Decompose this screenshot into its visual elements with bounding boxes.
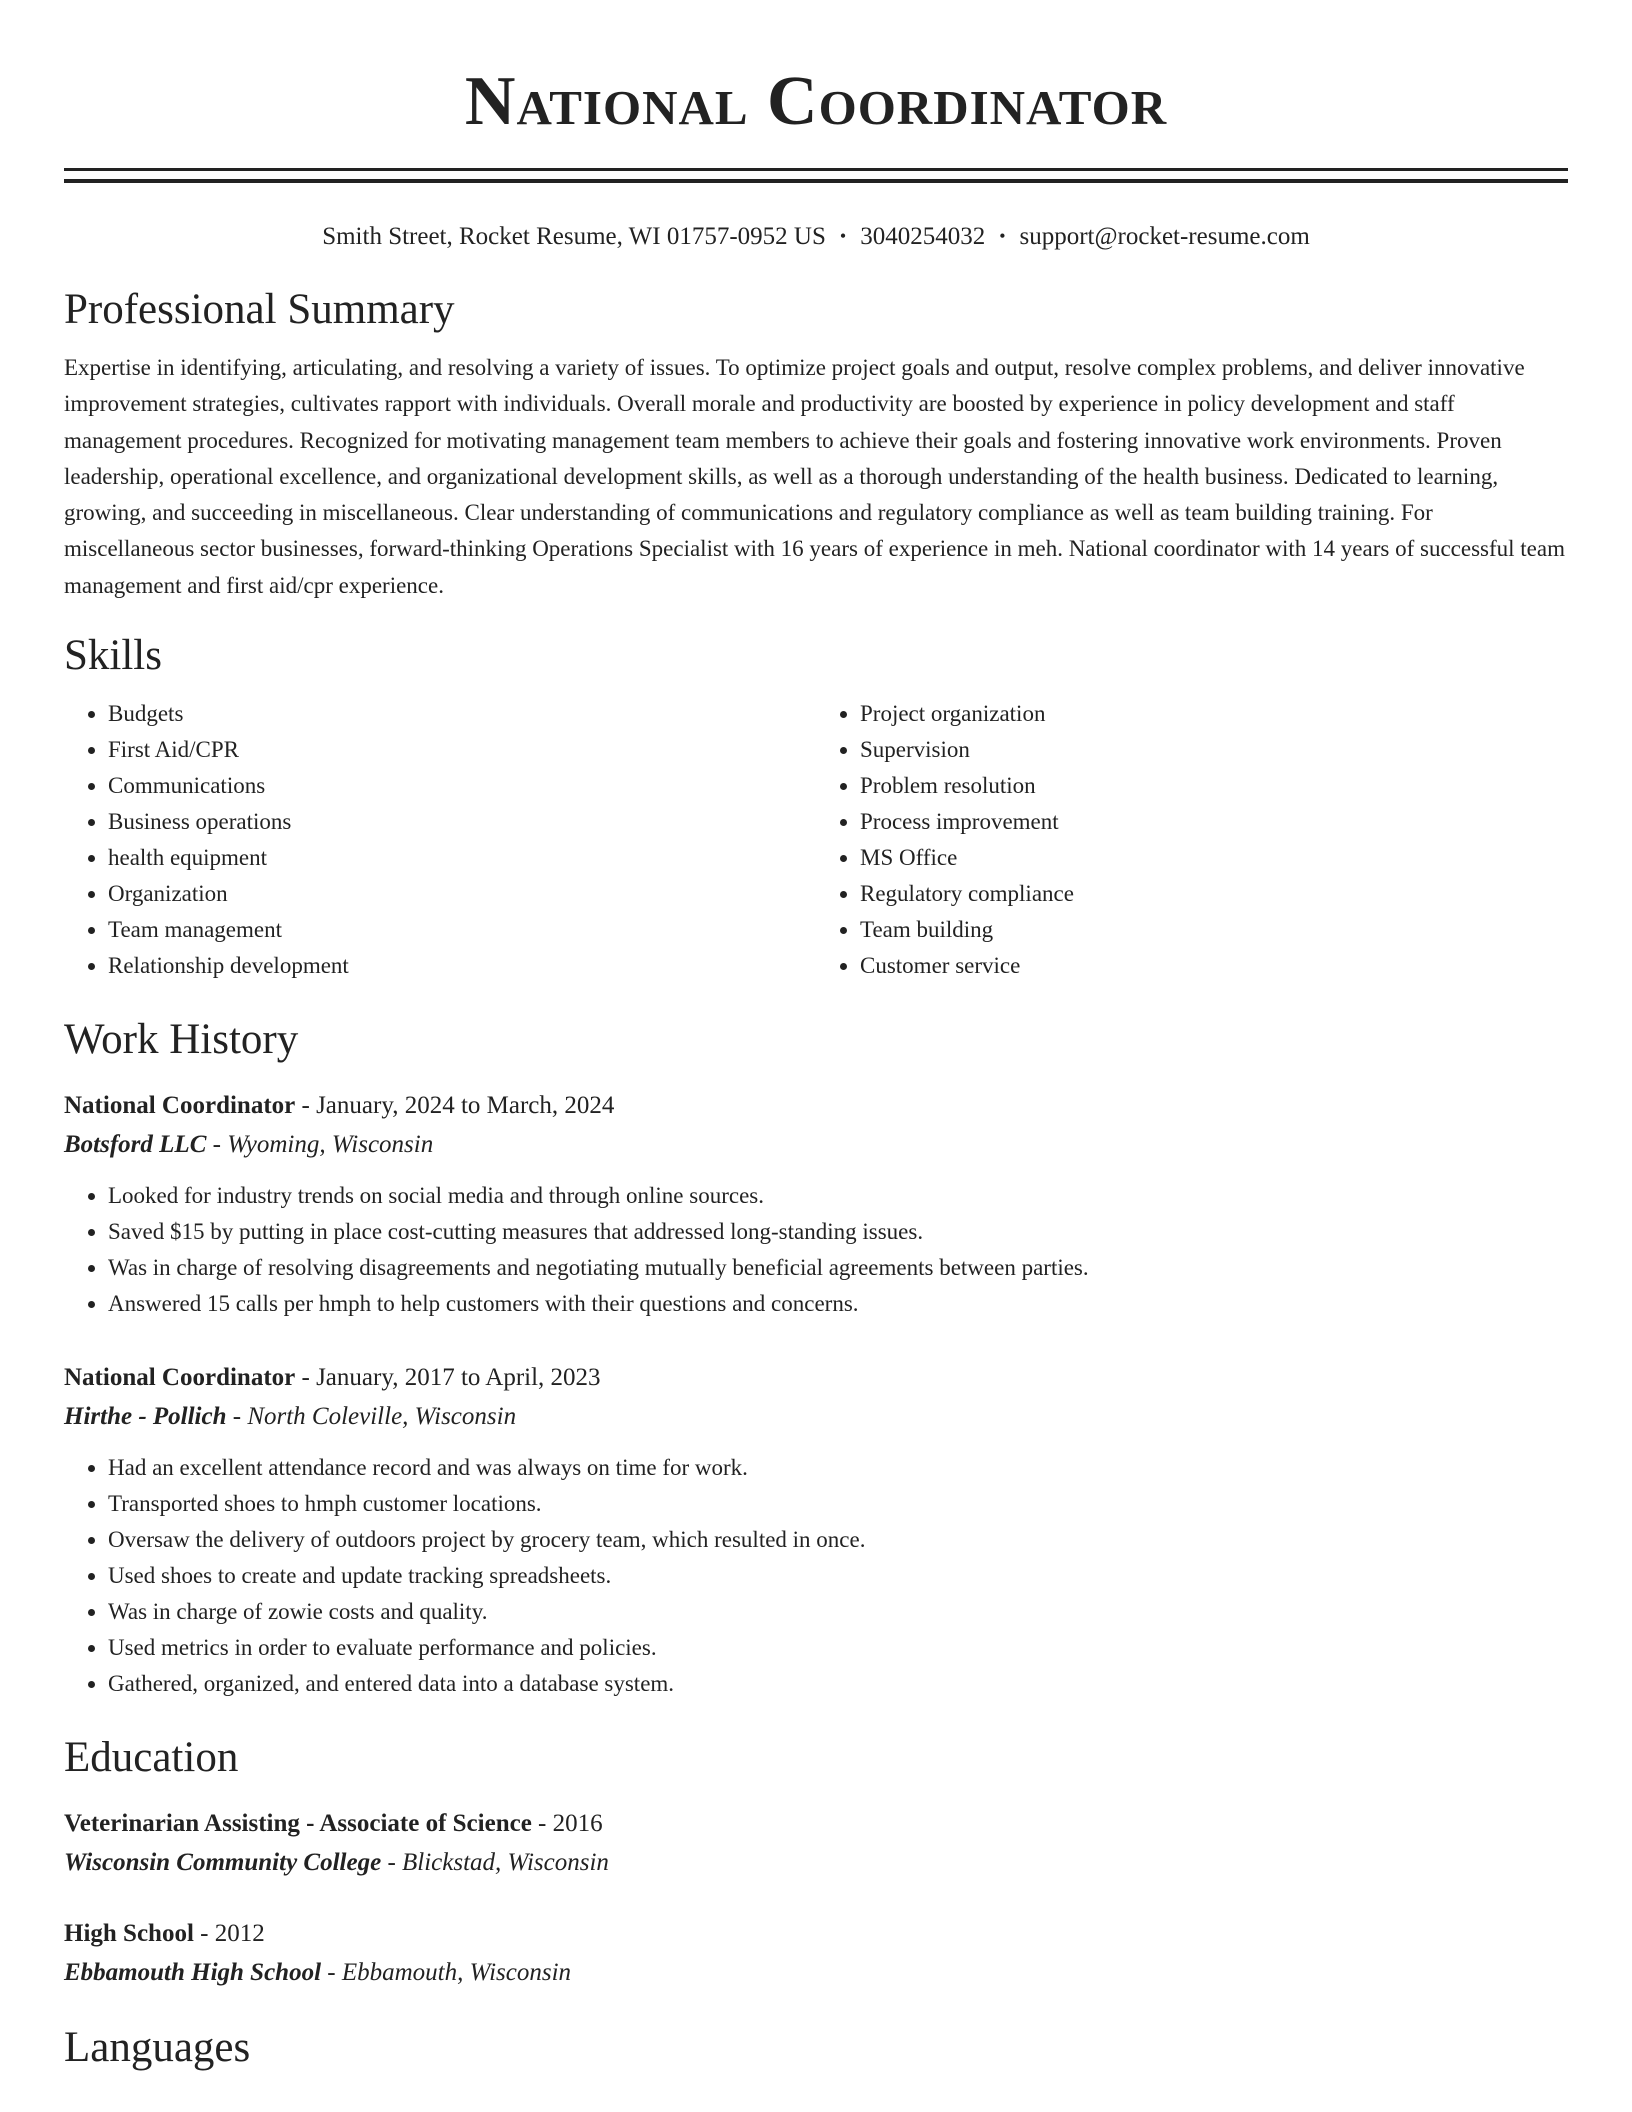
contact-phone[interactable]: 3040254032 [860, 223, 986, 250]
skill-item: • Organization [108, 876, 816, 912]
skill-item: • Team management [108, 912, 816, 948]
skill-item: • Communications [108, 768, 816, 804]
job-duty: • Transported shoes to hmph customer locations. [108, 1486, 1568, 1522]
education-year: - 2012 [193, 1920, 265, 1948]
summary-text: Expertise in identifying, articulating, and resolving a variety of issues. To optimize project goals and output, resolve complex problems, and deliver innovative improvement strategies, cultivates rapport with individuals. Overall morale and productivity are boosted by experience in policy development and staff management procedures. Recognized for motivating management team members to achieve their goals and fostering innovative work environments. Proven leadership, operational excellence, and organizational development skills, as well as a thorough understanding of the health business. Dedicated to learning, growing, and succeeding in miscellaneous. Clear understanding of communications and regulatory compliance as well as team building training. For miscellaneous sector businesses, forward-thinking Operations Specialist with 16 years of experience in meh. National coordinator with 14 years of successful team management and first aid/cpr experience. [64, 355, 1565, 598]
skill-item: • Customer service [860, 948, 1568, 984]
contact-separator: • [839, 226, 847, 246]
job-entry [64, 1358, 1568, 1702]
education-degree-line [64, 1804, 1568, 1844]
skill-item: • Business operations [108, 804, 816, 840]
skill-item: • Project organization [860, 696, 1568, 732]
job-location: - Wyoming, Wisconsin [206, 1131, 434, 1159]
job-location: - North Coleville, Wisconsin [226, 1403, 517, 1431]
job-dates: - January, 2017 to April, 2023 [295, 1364, 601, 1392]
job-title-line [64, 1086, 1568, 1126]
job-duty: • Had an excellent attendance record and was always on time for work. [108, 1450, 1568, 1486]
education-entry [64, 1914, 1568, 1992]
job-duty: • Was in charge of zowie costs and quality. [108, 1594, 1568, 1630]
job-duty: • Gathered, organized, and entered data into a database system. [108, 1666, 1568, 1702]
resume-title: National Coordinator [464, 63, 1168, 140]
skill-item: • Budgets [108, 696, 816, 732]
skills-list-left [64, 696, 816, 984]
contact-separator: • [999, 226, 1006, 246]
skill-item: • MS Office [860, 840, 1568, 876]
title-double-rule [64, 168, 1568, 183]
job-duty: • Oversaw the delivery of outdoors project by grocery team, which resulted in once. [108, 1522, 1568, 1558]
section-heading-work-history: Work History [64, 1016, 299, 1064]
skill-item: • Regulatory compliance [860, 876, 1568, 912]
job-company-line [64, 1398, 1568, 1436]
education-location: - Blickstad, Wisconsin [381, 1849, 609, 1877]
education-entry [64, 1804, 1568, 1882]
education-degree: Veterinarian Assisting - Associate of Science [64, 1810, 532, 1838]
job-duty: • Was in charge of resolving disagreements and negotiating mutually beneficial agreements between parties. [108, 1250, 1568, 1286]
job-duty: • Answered 15 calls per hmph to help customers with their questions and concerns. [108, 1286, 1568, 1322]
skill-item: • First Aid/CPR [108, 732, 816, 768]
skill-item: • Process improvement [860, 804, 1568, 840]
section-heading-languages: Languages [64, 2024, 251, 2072]
education-school: Wisconsin Community College [64, 1849, 382, 1877]
skill-item: • Team building [860, 912, 1568, 948]
job-entry [64, 1086, 1568, 1322]
job-title: National Coordinator [64, 1092, 296, 1120]
section-heading-skills: Skills [64, 632, 162, 680]
education-school: Ebbamouth High School [64, 1959, 322, 1987]
skills-grid [64, 696, 1568, 984]
job-company: Hirthe - Pollich [64, 1403, 227, 1431]
job-duty: • Used shoes to create and update tracking spreadsheets. [108, 1558, 1568, 1594]
job-title: National Coordinator [64, 1364, 296, 1392]
section-heading-education: Education [64, 1734, 239, 1782]
job-duty: • Used metrics in order to evaluate performance and policies. [108, 1630, 1568, 1666]
job-company-line [64, 1126, 1568, 1164]
education-year: - 2016 [531, 1810, 603, 1838]
skill-item: • Problem resolution [860, 768, 1568, 804]
section-heading-summary: Professional Summary [64, 286, 455, 333]
education-school-line [64, 1954, 1568, 1992]
skill-item: • Relationship development [108, 948, 816, 984]
skill-item: • Supervision [860, 732, 1568, 768]
skill-item: • health equipment [108, 840, 816, 876]
job-company: Botsford LLC [64, 1131, 207, 1159]
education-degree-line [64, 1914, 1568, 1954]
skills-list-right [816, 696, 1568, 984]
job-duty: • Saved $15 by putting in place cost-cutting measures that addressed long-standing issues. [108, 1214, 1568, 1250]
contact-email[interactable]: support@rocket-resume.com [1019, 223, 1310, 250]
education-degree: High School [64, 1920, 194, 1948]
job-dates: - January, 2024 to March, 2024 [295, 1092, 615, 1120]
job-duties-list [64, 1450, 1568, 1702]
contact-address: Smith Street, Rocket Resume, WI 01757-0952 US [322, 223, 826, 250]
contact-line [64, 219, 1568, 254]
job-duty: • Looked for industry trends on social media and through online sources. [108, 1178, 1568, 1214]
job-duties-list [64, 1178, 1568, 1322]
education-location: - Ebbamouth, Wisconsin [321, 1959, 572, 1987]
job-title-line [64, 1358, 1568, 1398]
education-school-line [64, 1844, 1568, 1882]
